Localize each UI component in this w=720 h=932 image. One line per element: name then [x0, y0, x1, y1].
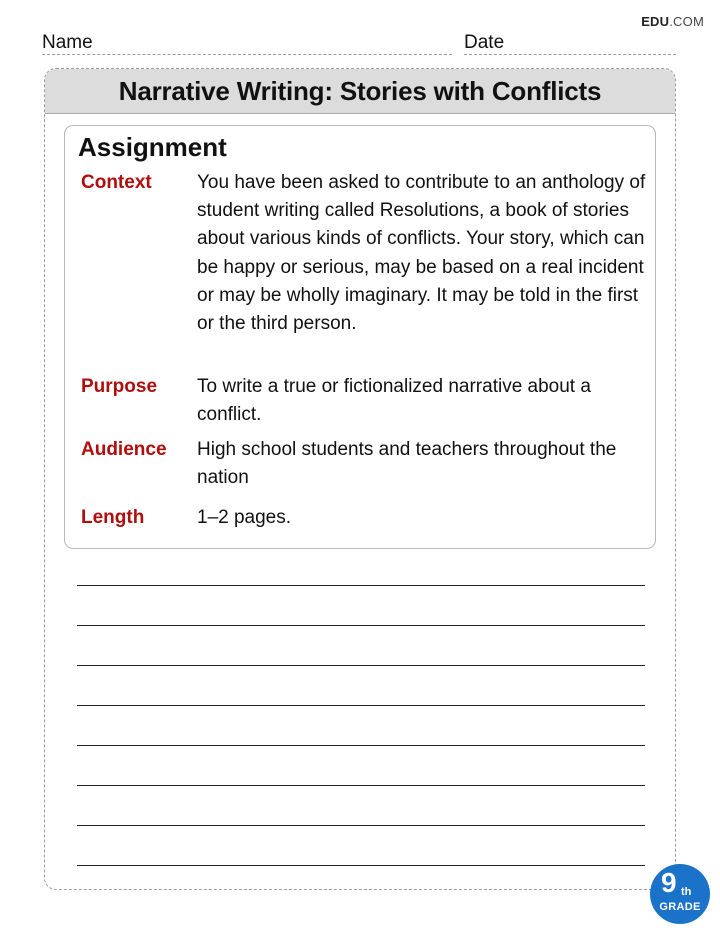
- name-date-row: [42, 32, 676, 56]
- audience-label: Audience: [81, 439, 167, 460]
- writing-line[interactable]: [77, 785, 645, 786]
- writing-line[interactable]: [77, 625, 645, 626]
- writing-line[interactable]: [77, 865, 645, 866]
- date-label: Date: [464, 32, 505, 53]
- brand-logo-suffix: .COM: [669, 14, 704, 29]
- grade-badge: [650, 864, 710, 924]
- context-label: Context: [81, 172, 152, 193]
- writing-line[interactable]: [77, 825, 645, 826]
- writing-line[interactable]: [77, 745, 645, 746]
- grade-number: 9: [661, 867, 677, 898]
- context-text: You have been asked to contribute to an anthology of student writing called Resolutions, a book of stories about various kinds of conflicts. Your story, which can be happy or serious, may be based on a real incident or may be wholly imaginary. It may be told in the first or the third person.: [197, 172, 646, 335]
- audience-text: High school students and teachers throughout the nation: [197, 439, 617, 489]
- length-text: 1–2 pages.: [197, 507, 292, 528]
- writing-line[interactable]: [77, 585, 645, 586]
- worksheet-title: Narrative Writing: Stories with Conflicts: [118, 75, 602, 106]
- name-field[interactable]: [42, 32, 452, 55]
- purpose-label: Purpose: [81, 376, 158, 397]
- grade-suffix: th: [681, 886, 692, 898]
- brand-logo: [641, 14, 704, 29]
- assignment-box: [64, 125, 656, 549]
- brand-logo-bold: EDU: [641, 14, 670, 29]
- date-field[interactable]: [464, 32, 676, 55]
- assignment-heading: Assignment: [78, 132, 227, 162]
- worksheet-header: [45, 69, 675, 114]
- writing-line[interactable]: [77, 705, 645, 706]
- grade-word: GRADE: [659, 901, 701, 913]
- name-label: Name: [42, 32, 93, 53]
- length-label: Length: [81, 507, 145, 528]
- purpose-text: To write a true or fictionalized narrative about a conflict.: [197, 376, 591, 426]
- writing-line[interactable]: [77, 665, 645, 666]
